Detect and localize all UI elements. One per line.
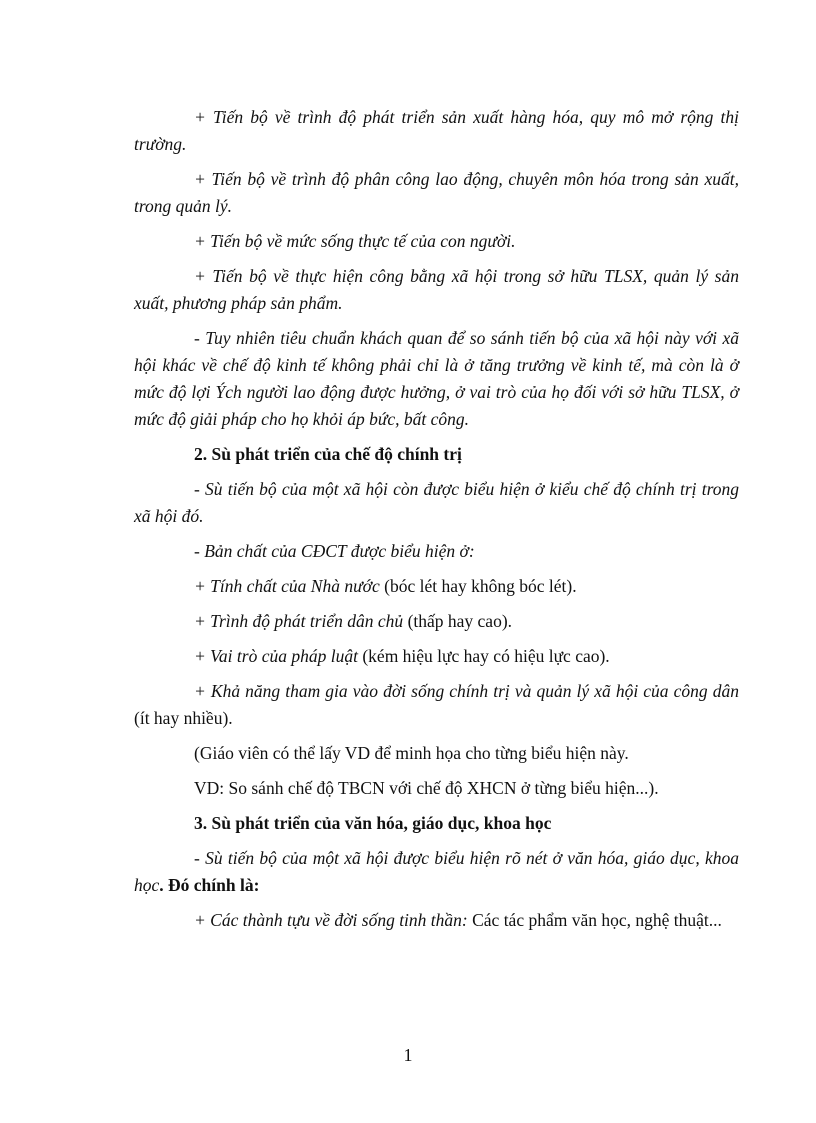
culture-progress-text: - Sù tiến bộ của một xã hội được biểu hiện rõ nét ở văn hóa, giáo dục, khoa học <box>134 848 739 895</box>
democracy-level-note: (thấp hay cao). <box>403 611 513 631</box>
citizen-participation-note: (ít hay nhiều). <box>134 708 233 728</box>
paragraph-citizen-participation <box>134 678 739 732</box>
paragraph-democracy-level <box>134 608 739 635</box>
document-body <box>134 104 739 942</box>
state-nature-note: (bóc lét hay không bóc lét). <box>379 576 577 596</box>
paragraph-example: VD: So sánh chế độ TBCN với chế độ XHCN ở từng biểu hiện...). <box>194 778 659 798</box>
section-heading-political: 2. Sù phát triển của chế độ chính trị <box>194 444 462 464</box>
citizen-participation-label: + Khả năng tham gia vào đời sống chính trị và quản lý xã hội của công dân <box>194 681 739 701</box>
paragraph-political-nature: - Bản chất của CĐCT được biểu hiện ở: <box>194 541 475 561</box>
law-role-note: (kém hiệu lực hay có hiệu lực cao). <box>357 646 610 666</box>
paragraph-teacher-note: (Giáo viên có thể lấy VD để minh họa cho từng biểu hiện này. <box>194 743 629 763</box>
state-nature-label: + Tính chất của Nhà nước <box>194 576 380 596</box>
paragraph-objective-criteria: - Tuy nhiên tiêu chuẩn khách quan để so sánh tiến bộ của xã hội này với xã hội khác về chế độ kinh tế không phải chỉ là ở tăng trưởng về kinh tế, mà còn là ở mức độ lợi Ých người lao động được hưởng, ở vai trò của họ đối với sở hữu TLSX, ở mức độ giải pháp cho họ khỏi áp bức, bất công. <box>134 328 739 429</box>
paragraph-labor-division: + Tiến bộ về trình độ phân công lao động, chuyên môn hóa trong sản xuất, trong quản lý. <box>134 169 739 216</box>
spiritual-achievements-label: + Các thành tựu về đời sống tinh thần: <box>194 910 468 930</box>
section-heading-culture: 3. Sù phát triển của văn hóa, giáo dục, khoa học <box>194 813 552 833</box>
paragraph-commodity-production: + Tiến bộ về trình độ phát triển sản xuất hàng hóa, quy mô mở rộng thị trường. <box>134 107 739 154</box>
paragraph-spiritual-achievements <box>134 907 739 934</box>
page-number: 1 <box>403 1045 413 1065</box>
paragraph-political-progress: - Sù tiến bộ của một xã hội còn được biểu hiện ở kiểu chế độ chính trị trong xã hội đó. <box>134 479 739 526</box>
culture-progress-lead: . Đó chính là: <box>159 875 260 895</box>
law-role-label: + Vai trò của pháp luật <box>194 646 358 666</box>
paragraph-law-role <box>134 643 739 670</box>
democracy-level-label: + Trình độ phát triển dân chủ <box>194 611 404 631</box>
paragraph-culture-progress <box>134 845 739 899</box>
paragraph-social-equality: + Tiến bộ về thực hiện công bằng xã hội trong sở hữu TLSX, quản lý sản xuất, phương pháp sản phẩm. <box>134 266 739 313</box>
spiritual-achievements-note: Các tác phẩm văn học, nghệ thuật... <box>467 910 722 930</box>
paragraph-living-standard: + Tiến bộ về mức sống thực tế của con người. <box>194 231 516 251</box>
paragraph-state-nature <box>134 573 739 600</box>
